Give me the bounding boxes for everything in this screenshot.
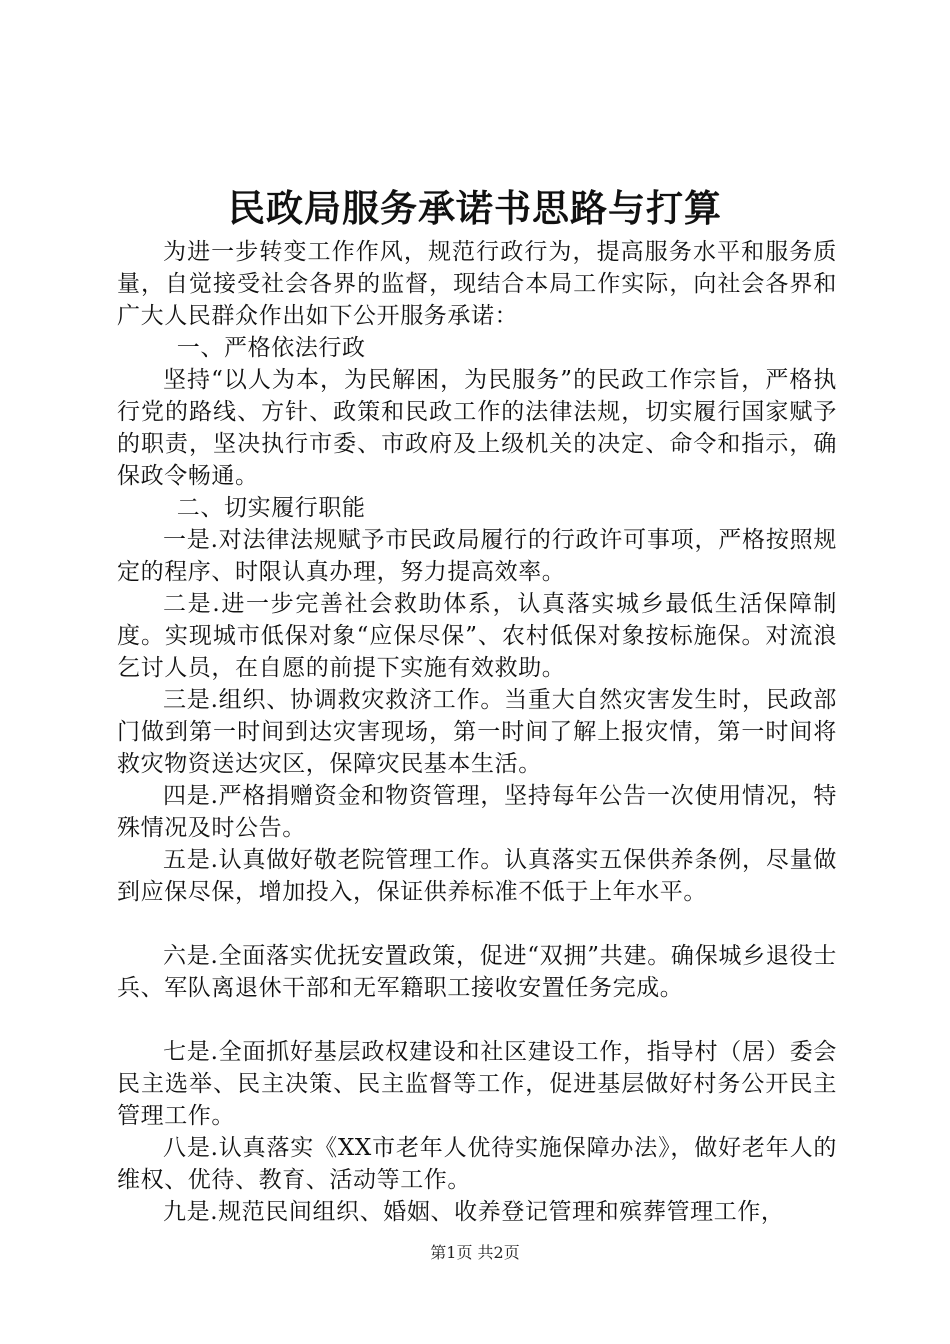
item-paragraph-2: 二是.进一步完善社会救助体系，认真落实城乡最低生活保障制度。实现城市低保对象“应保尽保”、农村低保对象按标施保。对流浪乞讨人员，在自愿的前提下实施有效救助。	[117, 591, 837, 681]
section-heading-1: 一、严格依法行政	[176, 335, 366, 361]
item-paragraph-3: 三是.组织、协调救灾救济工作。当重大自然灾害发生时，民政部门做到第一时间到达灾害现场，第一时间了解上报灾情，第一时间将救灾物资送达灾区，保障灾民基本生活。	[117, 687, 837, 777]
item-paragraph-5: 五是.认真做好敬老院管理工作。认真落实五保供养条例，尽量做到应保尽保，增加投入，保证供养标准不低于上年水平。	[117, 847, 837, 905]
section-1-paragraph: 坚持“以人为本，为民解困，为民服务”的民政工作宗旨，严格执行党的路线、方针、政策和民政工作的法律法规，切实履行国家赋予的职责，坚决执行市委、市政府及上级机关的决定、命令和指示，确保政令畅通。	[117, 367, 837, 489]
intro-paragraph: 为进一步转变工作作风，规范行政行为，提高服务水平和服务质量，自觉接受社会各界的监督，现结合本局工作实际，向社会各界和广大人民群众作出如下公开服务承诺：	[117, 239, 837, 329]
section-heading-2: 二、切实履行职能	[176, 495, 366, 521]
item-paragraph-7: 七是.全面抓好基层政权建设和社区建设工作，指导村（居）委会民主选举、民主决策、民主监督等工作，促进基层做好村务公开民主管理工作。	[117, 1039, 837, 1129]
item-paragraph-9: 九是.规范民间组织、婚姻、收养登记管理和殡葬管理工作，	[163, 1199, 785, 1225]
item-paragraph-4: 四是.严格捐赠资金和物资管理，坚持每年公告一次使用情况，特殊情况及时公告。	[117, 783, 837, 841]
paragraph-gap	[117, 908, 837, 940]
item-paragraph-6: 六是.全面落实优抚安置政策，促进“双拥”共建。确保城乡退役士兵、军队离退休干部和无军籍职工接收安置任务完成。	[117, 943, 837, 1001]
paragraph-gap	[117, 1004, 837, 1036]
document-title: 民政局服务承诺书思路与打算	[228, 186, 722, 230]
page-number-footer: 第1页 共2页	[430, 1243, 520, 1262]
item-paragraph-8: 八是.认真落实《XX市老年人优待实施保障办法》，做好老年人的维权、优待、教育、活动等工作。	[117, 1135, 837, 1193]
item-paragraph-1: 一是.对法律法规赋予市民政局履行的行政许可事项，严格按照规定的程序、时限认真办理，努力提高效率。	[117, 527, 837, 585]
document-body	[117, 236, 837, 1228]
